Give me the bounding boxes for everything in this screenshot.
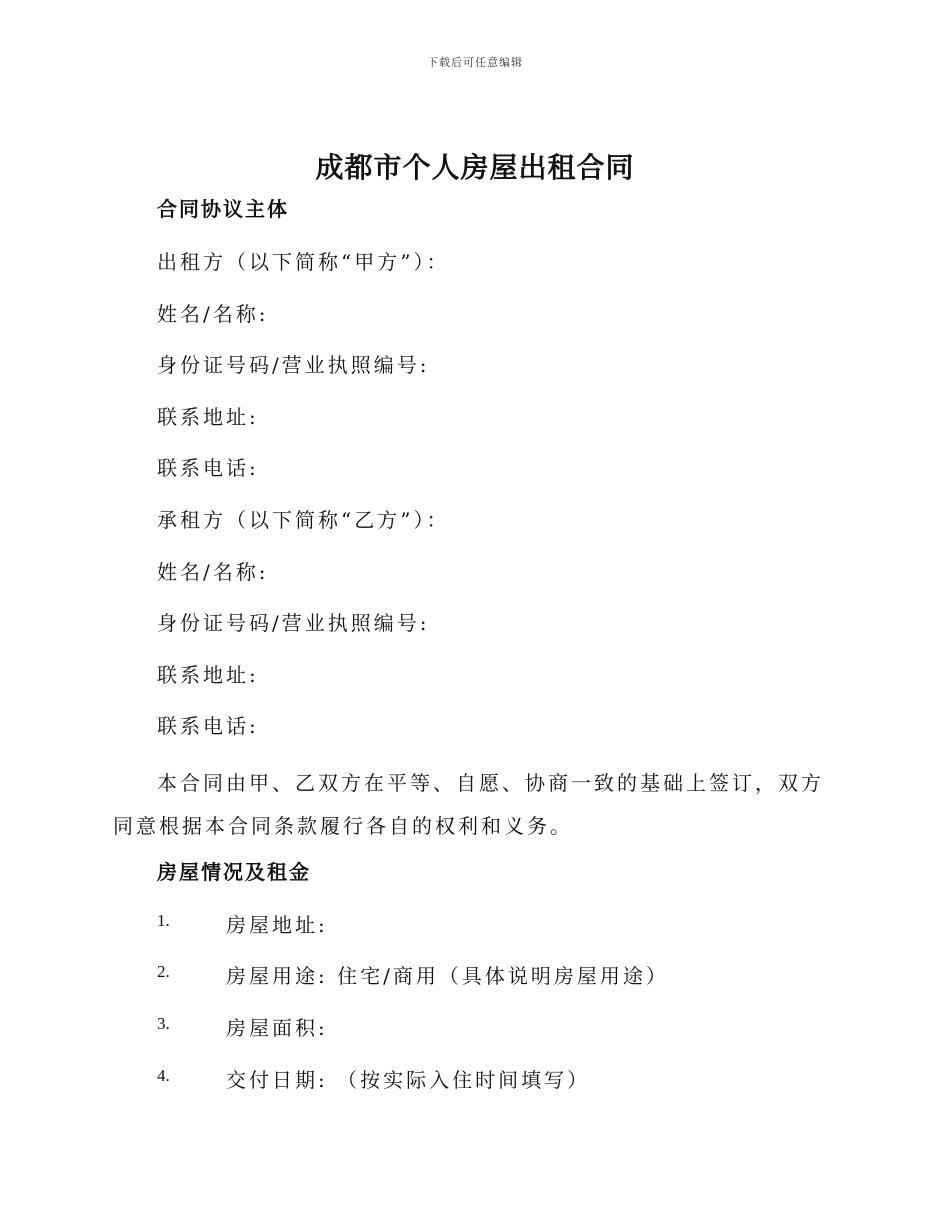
lessor-name-field: 姓名/名称: <box>157 302 269 326</box>
list-number: 3. <box>157 1014 170 1033</box>
lessee-address-field: 联系地址: <box>157 663 259 687</box>
document-title: 成都市个人房屋出租合同 <box>315 151 635 184</box>
lessee-name-field: 姓名/名称: <box>157 560 269 584</box>
lessor-id-field: 身份证号码/营业执照编号: <box>157 353 430 377</box>
section-heading-property: 房屋情况及租金 <box>157 860 311 884</box>
lessor-address-field: 联系地址: <box>157 405 259 429</box>
lessee-id-field: 身份证号码/营业执照编号: <box>157 611 430 635</box>
lessor-label: 出租方（以下简称“甲方”）： <box>157 250 450 274</box>
list-text: 房屋用途: 住宅/商用（具体说明房屋用途） <box>226 964 669 988</box>
list-number: 4. <box>157 1066 170 1085</box>
lessee-label: 承租方（以下简称“乙方”）： <box>157 508 450 532</box>
list-text: 房屋面积: <box>226 1016 328 1040</box>
section-heading-parties: 合同协议主体 <box>157 197 289 221</box>
list-number: 2. <box>157 962 170 981</box>
lessee-phone-field: 联系电话: <box>157 714 259 738</box>
list-number: 1. <box>157 911 170 930</box>
list-text: 交付日期: （按实际入住时间填写） <box>226 1068 591 1092</box>
header-note: 下载后可任意编辑 <box>427 56 523 69</box>
agreement-paragraph: 本合同由甲、乙双方在平等、自愿、协商一致的基础上签订，双方同意根据本合同条款履行各自的权利和义务。 <box>113 771 824 838</box>
lessor-phone-field: 联系电话: <box>157 456 259 480</box>
list-text: 房屋地址: <box>226 913 328 937</box>
